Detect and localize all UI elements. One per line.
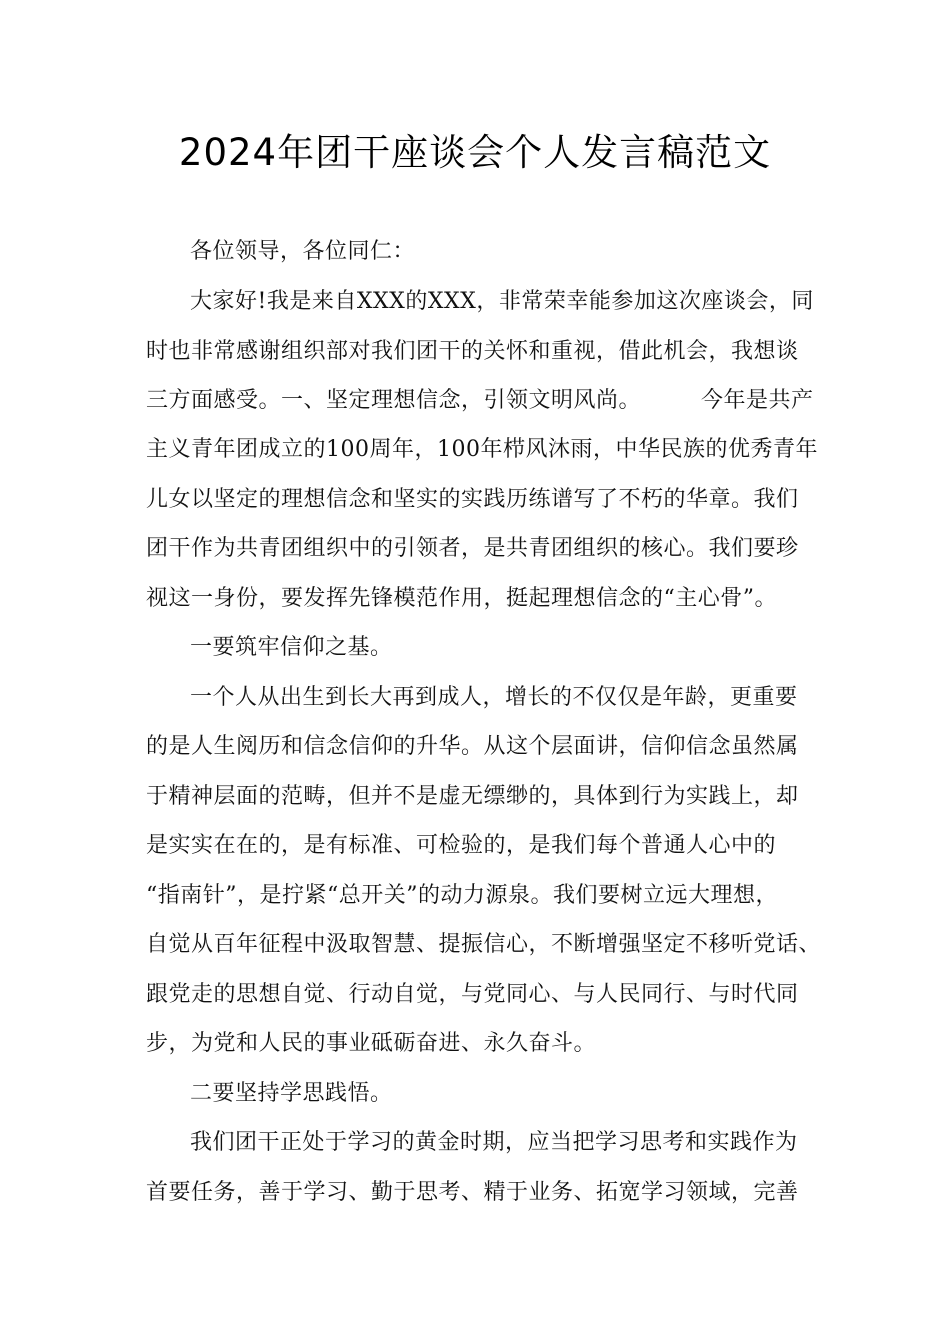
paragraph-line: 步，为党和人民的事业砥砺奋进、永久奋斗。	[146, 1031, 597, 1056]
paragraph-line: 我们团干正处于学习的黄金时期，应当把学习思考和实践作为	[190, 1130, 798, 1155]
paragraph-line: 视这一身份，要发挥先锋模范作用，挺起理想信念的“主心骨”。	[146, 586, 777, 611]
paragraph-line: 跟党走的思想自觉、行动自觉，与党同心、与人民同行、与时代同	[146, 982, 799, 1007]
paragraph-line: 于精神层面的范畴，但并不是虚无缥缈的，具体到行为实践上，却	[146, 784, 799, 809]
paragraph-line: 三方面感受。一、坚定理想信念，引领文明风尚。 今年是共产	[146, 388, 814, 413]
salutation-line: 各位领导，各位同仁：	[190, 239, 416, 264]
paragraph-line: 主义青年团成立的100周年，100年栉风沐雨，中华民族的优秀青年	[146, 437, 818, 462]
section-heading-line: 一要筑牢信仰之基。	[190, 635, 393, 660]
document-title: 2024年团干座谈会个人发言稿范文	[178, 131, 772, 174]
paragraph-line: 自觉从百年征程中汲取智慧、提振信心，不断增强坚定不移听党话、	[146, 932, 822, 957]
paragraph-line: 团干作为共青团组织中的引领者，是共青团组织的核心。我们要珍	[146, 536, 799, 561]
paragraph-line: 是实实在在的，是有标准、可检验的，是我们每个普通人心中的	[146, 833, 777, 858]
section-heading-line: 二要坚持学思践悟。	[190, 1081, 393, 1106]
paragraph-line: 儿女以坚定的理想信念和坚实的实践历练谱写了不朽的华章。我们	[146, 487, 799, 512]
paragraph-line: “指南针”，是拧紧“总开关”的动力源泉。我们要树立远大理想，	[146, 883, 778, 908]
paragraph-line: 一个人从出生到长大再到成人，增长的不仅仅是年龄，更重要	[190, 685, 798, 710]
paragraph-line: 大家好!我是来自XXX的XXX，非常荣幸能参加这次座谈会，同	[190, 289, 814, 314]
paragraph-line: 的是人生阅历和信念信仰的升华。从这个层面讲，信仰信念虽然属	[146, 734, 799, 759]
paragraph-line: 时也非常感谢组织部对我们团干的关怀和重视，借此机会，我想谈	[146, 339, 799, 364]
paragraph-line: 首要任务，善于学习、勤于思考、精于业务、拓宽学习领域，完善	[146, 1180, 799, 1205]
